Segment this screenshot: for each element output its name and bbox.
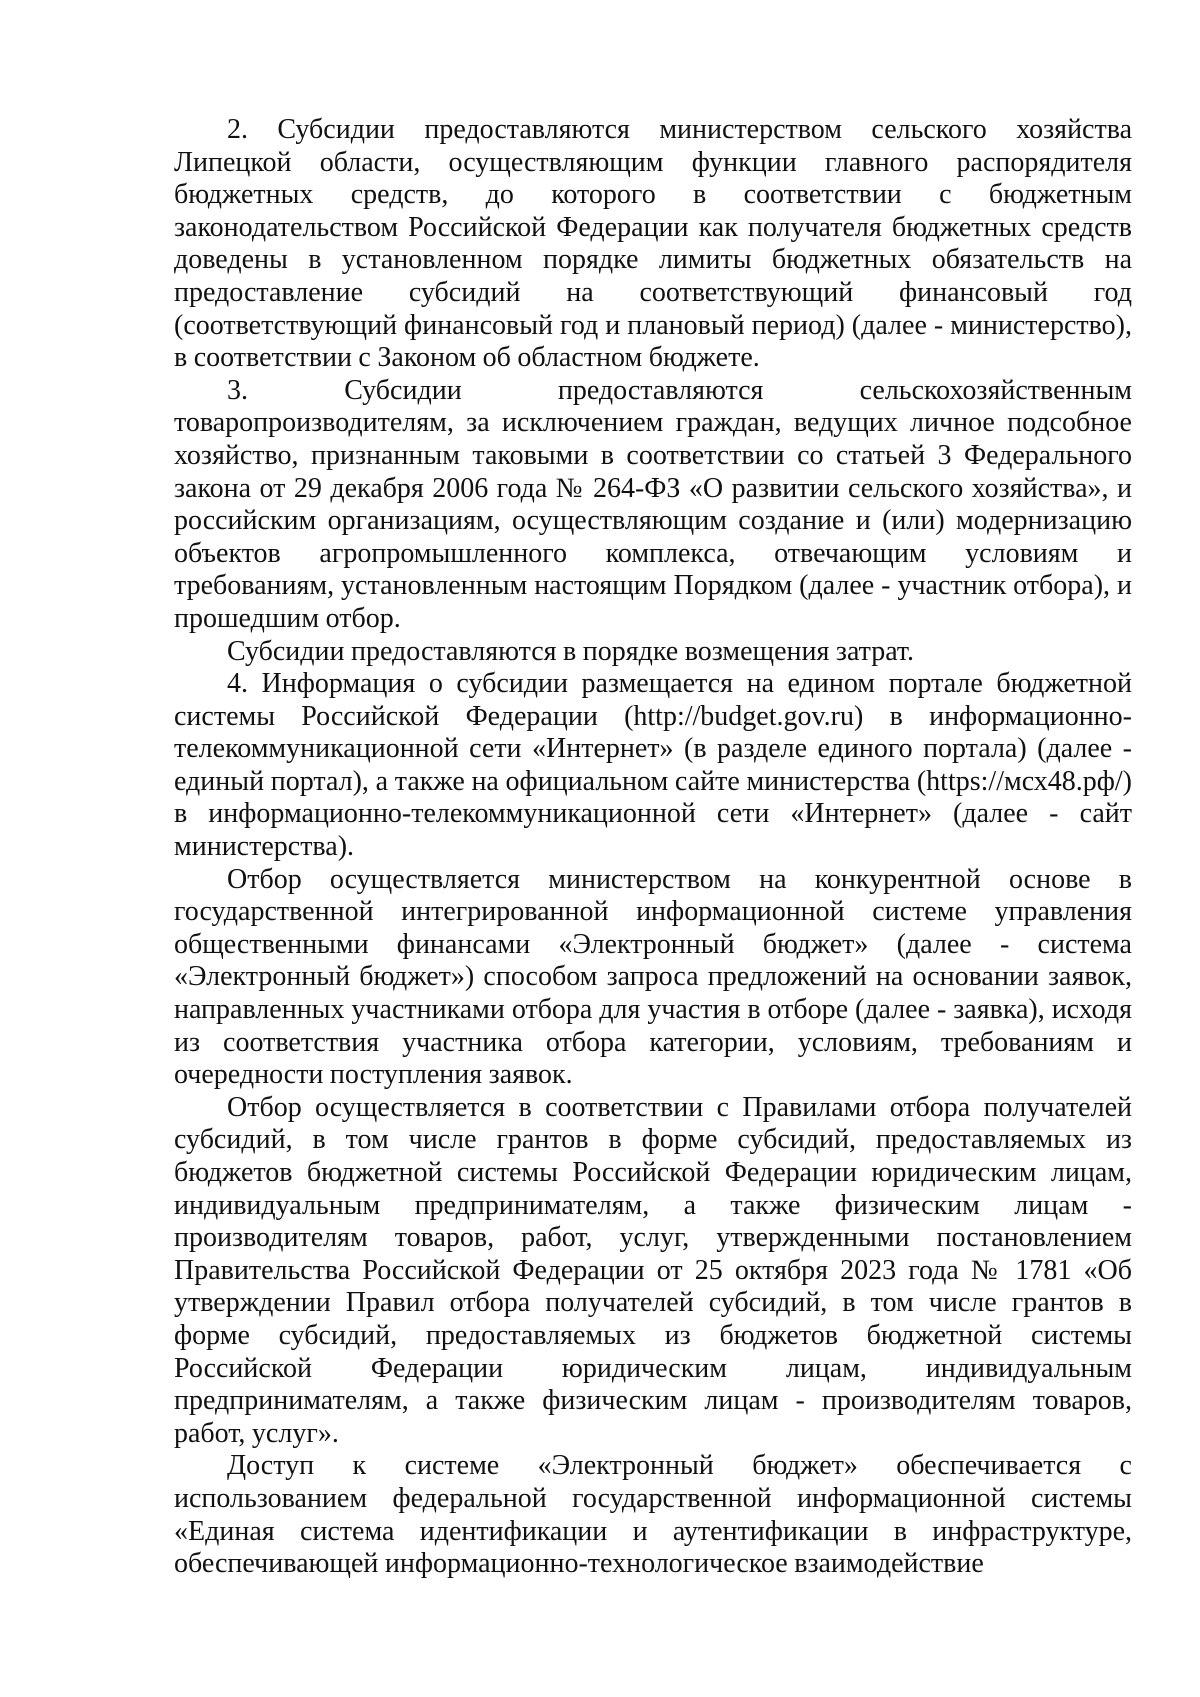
document-body — [174, 114, 1132, 1581]
paragraph-system-access: Доступ к системе «Электронный бюджет» обеспечивается с использованием федеральной государственной информационной системы «Единая система идентификации и аутентификации в инфраструктуре, обеспечивающей информационно-технологическое взаимодействие — [174, 1450, 1132, 1580]
paragraph-item-4-information-portal: 4. Информация о субсидии размещается на едином портале бюджетной системы Российской Федерации (http://budget.gov.ru) в информационно-телекоммуникационной сети «Интернет» (в разделе единого портала) (далее - единый портал), а также на официальном сайте министерства (https://мсх48.рф/) в информационно-телекоммуникационной сети «Интернет» (далее - сайт министерства). — [174, 668, 1132, 863]
paragraph-selection-electronic-budget: Отбор осуществляется министерством на конкурентной основе в государственной интегрированной информационной системе управления общественными финансами «Электронный бюджет» (далее - система «Электронный бюджет») способом запроса предложений на основании заявок, направленных участниками отбора для участия в отборе (далее - заявка), исходя из соответствия участника отбора категории, условиям, требованиям и очередности поступления заявок. — [174, 863, 1132, 1091]
paragraph-selection-rules: Отбор осуществляется в соответствии с Правилами отбора получателей субсидий, в том числе грантов в форме субсидий, предоставляемых из бюджетов бюджетной системы Российской Федерации юридическим лицам, индивидуальным предпринимателям, а также физическим лицам - производителям товаров, работ, услуг, утвержденными постановлением Правительства Российской Федерации от 25 октября 2023 года № 1781 «Об утверждении Правил отбора получателей субсидий, в том числе грантов в форме субсидий, предоставляемых из бюджетов бюджетной системы Российской Федерации юридическим лицам, индивидуальным предпринимателям, а также физическим лицам - производителям товаров, работ, услуг». — [174, 1091, 1132, 1449]
paragraph-reimbursement: Субсидии предоставляются в порядке возмещения затрат. — [227, 635, 915, 667]
paragraph-item-2-subsidies-provider: 2. Субсидии предоставляются министерством сельского хозяйства Липецкой области, осуществляющим функции главного распорядителя бюджетных средств, до которого в соответствии с бюджетным законодательством Российской Федерации как получателя бюджетных средств доведены в установленном порядке лимиты бюджетных обязательств на предоставление субсидий на соответствующий финансовый год (соответствующий финансовый год и плановый период) (далее - министерство), в соответствии с Законом об областном бюджете. — [174, 114, 1132, 374]
paragraph-item-3-subsidy-recipients: 3. Субсидии предоставляются сельскохозяйственным товаропроизводителям, за исключением граждан, ведущих личное подсобное хозяйство, признанным таковыми в соответствии со статьей 3 Федерального закона от 29 декабря 2006 года № 264-ФЗ «О развитии сельского хозяйства», и российским организациям, осуществляющим создание и (или) модернизацию объектов агропромышленного комплекса, отвечающим условиям и требованиям, установленным настоящим Порядком (далее - участник отбора), и прошедшим отбор. — [174, 374, 1132, 634]
